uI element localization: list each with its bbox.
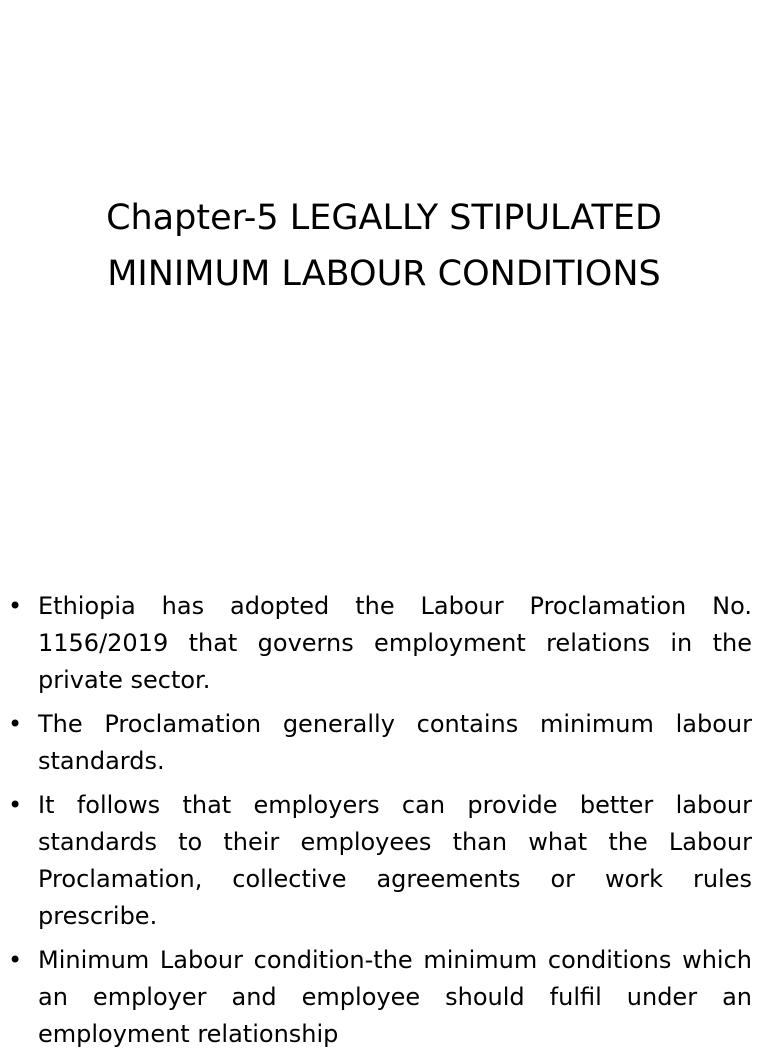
bullet-text: Minimum Labour condition-the minimum conditions which an employer and employee should fulfil under an employment relationship — [38, 946, 752, 1048]
bullet-item — [8, 706, 752, 780]
bullet-marker: • — [8, 946, 23, 974]
bullet-list — [8, 588, 752, 1060]
bullet-text: Ethiopia has adopted the Labour Proclamation No. 1156/2019 that governs employment relations in the private sector. — [38, 592, 752, 694]
bullet-text: It follows that employers can provide better labour standards to their employees than what the Labour Proclamation, collective agreements or work rules prescribe. — [38, 791, 752, 930]
slide-title — [40, 190, 728, 302]
bullet-item — [8, 787, 752, 935]
bullet-item — [8, 588, 752, 699]
bullet-marker: • — [8, 791, 23, 819]
title-line-2: MINIMUM LABOUR CONDITIONS — [107, 254, 661, 294]
bullet-marker: • — [8, 592, 23, 620]
title-line-1: Chapter-5 LEGALLY STIPULATED — [106, 198, 662, 238]
bullet-text: The Proclamation generally contains minimum labour standards. — [38, 710, 752, 775]
bullet-marker: • — [8, 710, 23, 738]
bullet-item — [8, 942, 752, 1053]
